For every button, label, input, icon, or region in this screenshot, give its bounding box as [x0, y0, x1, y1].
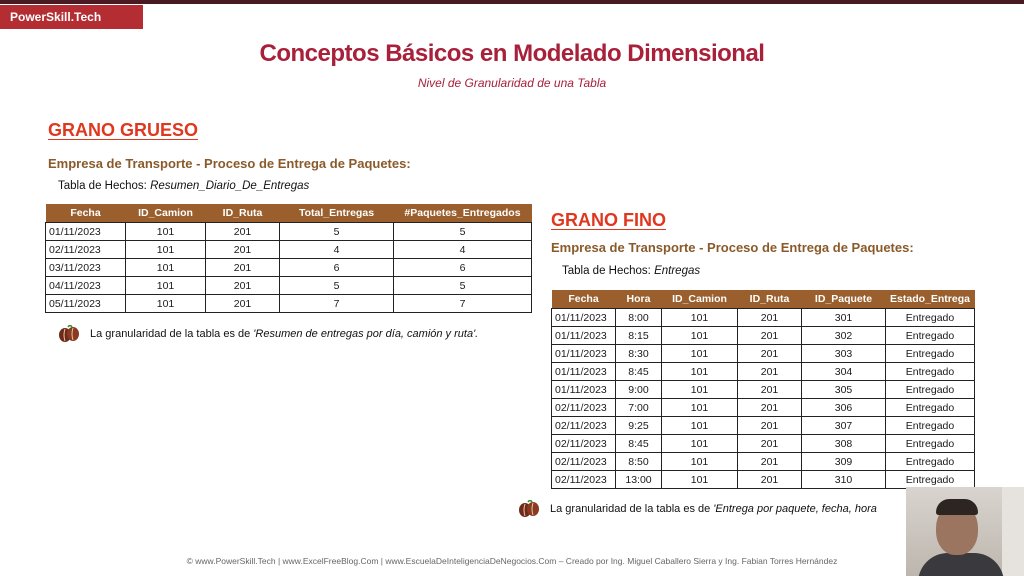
- coffee-beans-icon: [58, 325, 80, 343]
- table-row: [552, 363, 975, 381]
- table-row: [46, 277, 532, 295]
- table-cell: 101: [662, 399, 738, 417]
- table-cell: 4: [280, 241, 394, 259]
- grueso-header-row: [46, 204, 532, 223]
- table-cell: 305: [802, 381, 886, 399]
- grueso-tabla-label-text: Tabla de Hechos:: [58, 180, 147, 192]
- table-cell: 101: [126, 223, 206, 241]
- table-cell: 201: [206, 241, 280, 259]
- grueso-table: [45, 204, 532, 313]
- table-cell: 04/11/2023: [46, 277, 126, 295]
- table-cell: 8:00: [616, 309, 662, 327]
- table-cell: 310: [802, 471, 886, 489]
- table-cell: 6: [280, 259, 394, 277]
- table-cell: 301: [802, 309, 886, 327]
- table-cell: 01/11/2023: [552, 309, 616, 327]
- table-cell: 201: [738, 309, 802, 327]
- table-cell: 201: [738, 417, 802, 435]
- fino-col-header: Estado_Entrega: [886, 290, 975, 309]
- table-row: [552, 399, 975, 417]
- coffee-beans-icon: [518, 500, 540, 518]
- table-cell: 7: [394, 295, 532, 313]
- table-cell: 02/11/2023: [552, 471, 616, 489]
- table-cell: 302: [802, 327, 886, 345]
- table-cell: 201: [738, 453, 802, 471]
- table-cell: 01/11/2023: [552, 381, 616, 399]
- fino-heading: GRANO FINO: [551, 210, 666, 230]
- table-cell: 7: [280, 295, 394, 313]
- table-row: [46, 295, 532, 313]
- grueso-col-header: ID_Camion: [126, 204, 206, 223]
- table-cell: 02/11/2023: [552, 453, 616, 471]
- table-row: [552, 417, 975, 435]
- table-cell: 9:00: [616, 381, 662, 399]
- table-cell: 13:00: [616, 471, 662, 489]
- table-cell: 304: [802, 363, 886, 381]
- table-cell: 101: [126, 277, 206, 295]
- grueso-tabla-label: [58, 180, 309, 192]
- table-cell: 201: [738, 399, 802, 417]
- table-cell: 8:15: [616, 327, 662, 345]
- fino-col-header: ID_Camion: [662, 290, 738, 309]
- table-cell: Entregado: [886, 309, 975, 327]
- table-row: [552, 327, 975, 345]
- table-cell: 101: [126, 259, 206, 277]
- fino-col-header: ID_Ruta: [738, 290, 802, 309]
- table-cell: 201: [738, 471, 802, 489]
- grueso-note: [90, 328, 478, 340]
- table-cell: 5: [280, 277, 394, 295]
- table-cell: 201: [206, 259, 280, 277]
- table-cell: 201: [738, 435, 802, 453]
- table-cell: 309: [802, 453, 886, 471]
- page-title: Conceptos Básicos en Modelado Dimensional: [259, 40, 765, 67]
- table-cell: Entregado: [886, 345, 975, 363]
- fino-tabla-label: [562, 265, 700, 277]
- fino-note: [550, 503, 877, 515]
- fino-header-row: [552, 290, 975, 309]
- table-cell: 101: [662, 453, 738, 471]
- page-subtitle: Nivel de Granularidad de una Tabla: [417, 76, 607, 90]
- table-cell: 6: [394, 259, 532, 277]
- table-cell: 8:30: [616, 345, 662, 363]
- table-row: [46, 241, 532, 259]
- table-cell: 01/11/2023: [552, 327, 616, 345]
- table-cell: 306: [802, 399, 886, 417]
- grueso-col-header: ID_Ruta: [206, 204, 280, 223]
- table-cell: 308: [802, 435, 886, 453]
- table-cell: 201: [206, 277, 280, 295]
- table-cell: 307: [802, 417, 886, 435]
- table-cell: 02/11/2023: [552, 417, 616, 435]
- grueso-empresa: Empresa de Transporte - Proceso de Entrega de Paquetes:: [48, 156, 411, 171]
- fino-note-value: 'Entrega por paquete, fecha, hora: [713, 503, 877, 515]
- grueso-col-header: Fecha: [46, 204, 126, 223]
- table-cell: 101: [662, 345, 738, 363]
- table-cell: Entregado: [886, 363, 975, 381]
- table-cell: 201: [738, 363, 802, 381]
- webcam-person-hair: [936, 499, 978, 515]
- fino-note-prefix: La granularidad de la tabla es de: [550, 503, 711, 515]
- top-bar: [0, 0, 1024, 4]
- table-cell: 8:45: [616, 435, 662, 453]
- table-row: [552, 345, 975, 363]
- table-cell: 101: [662, 417, 738, 435]
- grueso-col-header: #Paquetes_Entregados: [394, 204, 532, 223]
- table-cell: 8:50: [616, 453, 662, 471]
- table-cell: Entregado: [886, 417, 975, 435]
- table-cell: Entregado: [886, 453, 975, 471]
- table-cell: 02/11/2023: [552, 399, 616, 417]
- footer-credits: © www.PowerSkill.Tech | www.ExcelFreeBlog.Com | www.EscuelaDeInteligenciaDeNegocios.Com – Creado por Ing. Miguel Caballero Sierra y Ing. Fabian Torres Hernández: [186, 556, 838, 566]
- table-cell: 03/11/2023: [46, 259, 126, 277]
- table-row: [552, 435, 975, 453]
- table-cell: 5: [394, 277, 532, 295]
- table-cell: 01/11/2023: [552, 345, 616, 363]
- table-cell: 01/11/2023: [46, 223, 126, 241]
- fino-empresa: Empresa de Transporte - Proceso de Entrega de Paquetes:: [551, 240, 914, 255]
- table-cell: 201: [738, 345, 802, 363]
- table-cell: 02/11/2023: [46, 241, 126, 259]
- table-cell: Entregado: [886, 381, 975, 399]
- brand-label: PowerSkill.Tech: [0, 5, 143, 29]
- table-cell: Entregado: [886, 327, 975, 345]
- fino-table: [551, 290, 975, 489]
- table-cell: 201: [738, 381, 802, 399]
- table-row: [46, 223, 532, 241]
- table-cell: 02/11/2023: [552, 435, 616, 453]
- table-cell: 101: [662, 327, 738, 345]
- grueso-note-value: 'Resumen de entregas por día, camión y ruta'.: [253, 328, 479, 340]
- fino-col-header: Fecha: [552, 290, 616, 309]
- table-cell: 9:25: [616, 417, 662, 435]
- table-cell: 101: [662, 363, 738, 381]
- table-cell: 101: [126, 295, 206, 313]
- table-row: [552, 471, 975, 489]
- table-cell: 8:45: [616, 363, 662, 381]
- table-row: [552, 309, 975, 327]
- table-cell: 201: [206, 295, 280, 313]
- table-cell: 303: [802, 345, 886, 363]
- grueso-tabla-name: Resumen_Diario_De_Entregas: [150, 180, 310, 192]
- table-cell: 201: [738, 327, 802, 345]
- table-cell: 101: [662, 471, 738, 489]
- table-cell: 101: [662, 435, 738, 453]
- table-cell: 201: [206, 223, 280, 241]
- table-cell: 101: [662, 381, 738, 399]
- fino-col-header: ID_Paquete: [802, 290, 886, 309]
- grueso-heading: GRANO GRUESO: [48, 120, 199, 140]
- table-cell: 4: [394, 241, 532, 259]
- table-row: [46, 259, 532, 277]
- fino-tabla-label-text: Tabla de Hechos:: [562, 265, 651, 277]
- table-cell: 5: [394, 223, 532, 241]
- table-row: [552, 453, 975, 471]
- table-cell: Entregado: [886, 471, 975, 489]
- table-cell: 05/11/2023: [46, 295, 126, 313]
- table-cell: 5: [280, 223, 394, 241]
- table-cell: 101: [662, 309, 738, 327]
- fino-col-header: Hora: [616, 290, 662, 309]
- table-cell: 7:00: [616, 399, 662, 417]
- table-cell: 101: [126, 241, 206, 259]
- table-cell: Entregado: [886, 435, 975, 453]
- table-row: [552, 381, 975, 399]
- grueso-col-header: Total_Entregas: [280, 204, 394, 223]
- fino-tabla-name: Entregas: [654, 265, 701, 277]
- table-cell: 01/11/2023: [552, 363, 616, 381]
- table-cell: Entregado: [886, 399, 975, 417]
- grueso-note-prefix: La granularidad de la tabla es de: [90, 328, 251, 340]
